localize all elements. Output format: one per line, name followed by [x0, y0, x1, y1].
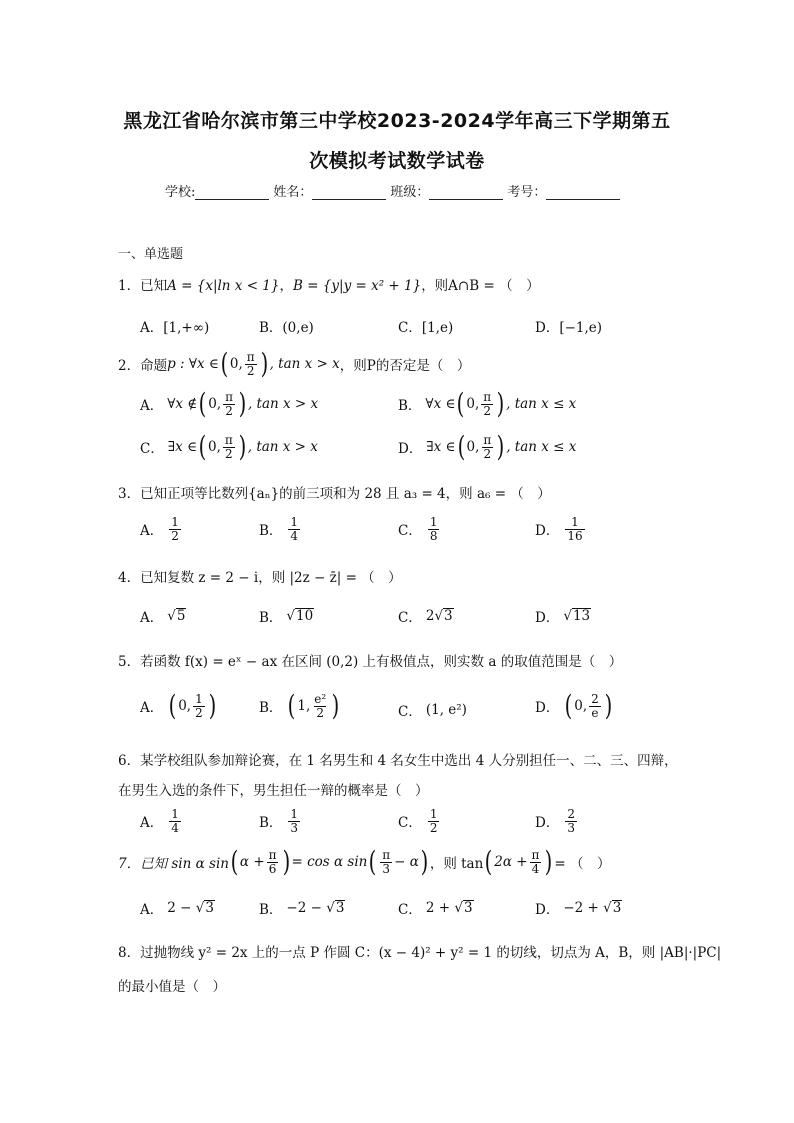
school-blank [195, 185, 269, 200]
q2-option-c [140, 430, 318, 463]
frac-den: 3 [290, 820, 299, 835]
question-7 [118, 845, 611, 878]
frac-num: 1 [429, 515, 438, 529]
option-condition: , tan x ≤ x [506, 439, 577, 455]
q7-arg2-post: − α [394, 854, 419, 870]
frac-den: 3 [382, 861, 391, 876]
frac-den: 2 [316, 705, 325, 720]
frac-num: 1 [171, 807, 179, 821]
question-8-line1: 8．过抛物线 y² = 2x 上的一点 P 作圆 C：(x − 4)² + y² = 1 的切线，切点为 A，B，则 |AB|·|PC| [118, 945, 722, 961]
question-1 [118, 274, 540, 294]
frac-num: 1 [290, 515, 299, 529]
open-paren: ( [484, 845, 493, 878]
exam-title-line1: 黑龙江省哈尔滨市第三中学校2023-2024学年高三下学期第五 [123, 110, 671, 132]
q4-option-d [535, 606, 591, 626]
radicand: 13 [572, 608, 591, 625]
frac-num: π [268, 847, 277, 862]
frac-den: 2 [429, 820, 438, 835]
q7-suffix: = （ ） [554, 856, 611, 872]
option-coef: 2 [425, 608, 435, 624]
q5-option-a [140, 689, 218, 722]
question-5: 5．若函数 f(x) = eˣ − ax 在区间 (0,2) 上有极值点，则实数 a 的取值范围是（ ） [118, 654, 623, 670]
class-blank [429, 185, 503, 200]
open-paren: ( [198, 387, 207, 420]
q5-option-d [535, 689, 614, 722]
pi-over-2-fraction [481, 434, 493, 460]
frac-den: 3 [567, 820, 575, 835]
option-pre: 0, [574, 698, 588, 714]
open-paren: ( [230, 845, 239, 878]
option-label: C． [140, 441, 164, 457]
option-label: B． [259, 815, 283, 832]
pi-over-3-fraction [380, 849, 392, 875]
frac-den: 16 [567, 528, 583, 543]
sqrt-symbol: √ 3 [434, 608, 453, 625]
option-label: D． [398, 441, 423, 457]
option-label: A． [140, 523, 164, 540]
option-label: D． [535, 700, 560, 716]
close-paren: ) [545, 845, 553, 878]
question-2 [118, 347, 471, 380]
q2-option-a [140, 387, 319, 420]
option-fraction [312, 693, 328, 719]
q2-p: p : ∀x ∈ [167, 356, 219, 372]
frac-den: 4 [531, 861, 540, 876]
exam-title-line2: 次模拟考试数学试卷 [309, 150, 485, 172]
open-paren: ( [368, 845, 377, 878]
q6-option-c [398, 808, 441, 834]
q1-option-c: C．[1,e) [398, 320, 454, 336]
q7-mid: = cos α sin [291, 854, 368, 870]
frac-num: π [382, 847, 391, 862]
frac-den: 2 [171, 528, 179, 543]
sqrt-symbol: √ 3 [195, 900, 214, 917]
question-6-line1: 6．某学校组队参加辩论赛，在 1 名男生和 4 名女生中选出 4 人分别担任一、二、三、四辩， [118, 753, 678, 769]
pi-over-6-fraction [267, 849, 279, 875]
option-fraction [169, 808, 181, 834]
sqrt-symbol: √ 3 [454, 900, 473, 917]
option-label: A． [140, 815, 164, 832]
option-fraction [589, 693, 601, 719]
radicand: 3 [463, 900, 473, 917]
q1-set-a: A = {x|ln x < 1} [167, 278, 280, 294]
q3-option-d [535, 516, 587, 542]
exam-no-blank [546, 185, 620, 200]
option-fraction [565, 808, 577, 834]
open-paren: ( [198, 430, 207, 463]
frac-num: π [483, 389, 492, 404]
q2-suffix: ，则P的否定是（ ） [339, 358, 471, 374]
q6-option-b [259, 808, 302, 834]
option-fraction [193, 693, 205, 719]
option-fraction [288, 516, 300, 542]
name-blank [312, 185, 386, 200]
q7-then: ，则 tan [429, 856, 484, 872]
pi-over-2-fraction [245, 351, 257, 377]
q3-option-c [398, 516, 441, 542]
frac-den: 2 [246, 363, 255, 378]
frac-num: 1 [429, 807, 438, 821]
option-zero: 0, [208, 396, 222, 412]
sqrt-symbol: √ 5 [167, 608, 186, 625]
q7-prefix: 7．已知 sin α sin [118, 856, 229, 872]
option-zero: 0, [466, 439, 480, 455]
sqrt-symbol: √ 10 [286, 608, 314, 625]
frac-num: 2 [591, 691, 599, 706]
question-8-line2: 的最小值是（ ） [118, 979, 226, 995]
radicand: 10 [296, 608, 314, 625]
frac-num: 1 [290, 807, 299, 821]
frac-den: e [591, 705, 599, 720]
close-paren: ) [282, 845, 290, 878]
q6-option-d [535, 808, 579, 834]
q1-prefix: 1．已知 [118, 278, 168, 294]
radicand: 3 [205, 900, 214, 917]
student-info-row [165, 181, 624, 200]
pi-over-4-fraction [530, 849, 542, 875]
option-condition: , tan x > x [247, 396, 319, 412]
option-condition: , tan x > x [247, 439, 318, 455]
option-label: C． [398, 610, 422, 626]
close-paren: ) [208, 689, 217, 722]
option-pre: 2 − [167, 900, 192, 916]
class-label: 班级： [390, 185, 430, 200]
pi-over-2-fraction [223, 391, 235, 417]
option-label: C． [398, 523, 422, 540]
q1-suffix: ，则A∩B = （ ） [421, 278, 540, 294]
radicand: 3 [335, 900, 345, 917]
option-zero: 0, [208, 439, 221, 455]
option-label: B． [259, 902, 283, 918]
radicand: 3 [612, 900, 622, 917]
frac-den: 2 [225, 403, 233, 418]
q2-prefix: 2．命题 [118, 358, 168, 374]
q2-option-b [398, 387, 577, 420]
open-paren: ( [168, 689, 177, 722]
frac-den: 4 [290, 528, 299, 543]
option-quantifier: ∀x ∉ [167, 396, 198, 412]
q2-option-d [398, 430, 577, 463]
option-quantifier: ∀x ∈ [425, 396, 456, 412]
exam-no-label: 考号： [507, 185, 547, 200]
frac-num: π [246, 349, 255, 364]
q2-cond: , tan x > x [269, 356, 340, 372]
option-zero: 0, [466, 396, 480, 412]
option-label: C． [398, 815, 422, 832]
frac-den: 2 [483, 403, 492, 418]
frac-den: 4 [171, 820, 179, 835]
sqrt-symbol: √ 3 [326, 900, 345, 917]
q2-zero: 0, [229, 356, 243, 372]
option-label: C． [398, 704, 422, 720]
option-pre: −2 − [286, 900, 322, 916]
q4-option-b [259, 606, 314, 626]
close-paren: ) [238, 430, 247, 463]
close-paren: ) [420, 845, 429, 878]
q5-option-c [398, 700, 467, 720]
q1-option-a: A．[1,+∞) [140, 320, 210, 336]
option-label: B． [259, 700, 283, 716]
option-pre: 2 + [425, 900, 451, 916]
option-fraction [565, 516, 584, 542]
option-label: A． [140, 902, 164, 918]
option-label: D． [535, 902, 560, 918]
option-label: D． [535, 610, 560, 626]
close-paren: ) [331, 689, 340, 722]
frac-den: 2 [225, 446, 233, 461]
frac-num: π [225, 389, 234, 404]
frac-den: 6 [268, 861, 277, 876]
q5-option-b [259, 689, 341, 722]
frac-num: 2 [567, 807, 575, 821]
question-4: 4．已知复数 z = 2 − i，则 |2z − z̄| = （ ） [118, 570, 402, 586]
close-paren: ) [496, 430, 505, 463]
option-fraction [428, 808, 440, 834]
q3-option-b [259, 516, 302, 542]
radicand: 5 [176, 608, 186, 625]
q1-comma: ， [279, 278, 293, 294]
close-paren: ) [604, 689, 613, 722]
frac-den: 2 [483, 446, 492, 461]
frac-num: 1 [195, 691, 203, 706]
option-fraction [288, 808, 300, 834]
q7-option-a [140, 898, 215, 918]
pi-over-2-fraction [223, 434, 235, 460]
option-pre: 1, [297, 698, 311, 714]
option-label: A． [140, 610, 164, 626]
frac-num: π [531, 847, 540, 862]
q4-option-a [140, 606, 186, 626]
option-fraction [169, 516, 181, 542]
sqrt-symbol: √ 13 [563, 608, 591, 625]
q7-option-d [535, 898, 622, 918]
section-heading: 一、单选题 [118, 247, 184, 262]
frac-den: 8 [429, 528, 438, 543]
option-label: A． [140, 398, 164, 414]
frac-num: 1 [171, 515, 179, 529]
radicand: 3 [444, 608, 453, 625]
option-text: (1, e²) [425, 702, 467, 718]
q1-set-b: B = {y|y = x² + 1} [292, 278, 422, 294]
option-label: D． [535, 523, 560, 540]
sqrt-symbol: √ 3 [603, 900, 622, 917]
frac-den: 2 [195, 705, 203, 720]
option-pre: −2 + [563, 900, 599, 916]
name-label: 姓名： [273, 185, 313, 200]
close-paren: ) [260, 347, 268, 380]
q4-option-c [398, 606, 454, 626]
option-quantifier: ∃x ∈ [167, 439, 198, 455]
q6-option-a [140, 808, 183, 834]
option-fraction [428, 516, 440, 542]
question-3: 3．已知正项等比数列{aₙ}的前三项和为 28 且 a₃ = 4，则 a₆ = （ ） [118, 486, 551, 502]
q7-option-b [259, 898, 345, 918]
option-label: A． [140, 700, 164, 716]
frac-num: e² [314, 691, 327, 706]
pi-over-2-fraction [481, 391, 493, 417]
close-paren: ) [238, 387, 247, 420]
q1-option-d: D．[−1,e) [535, 320, 603, 336]
school-label: 学校: [165, 185, 196, 200]
option-label: B． [398, 398, 422, 414]
open-paren: ( [564, 689, 573, 722]
q7-option-c [398, 898, 474, 918]
option-label: B． [259, 610, 283, 626]
frac-num: π [224, 432, 233, 447]
option-condition: , tan x ≤ x [506, 396, 577, 412]
close-paren: ) [496, 387, 505, 420]
q3-option-a [140, 516, 183, 542]
open-paren: ( [288, 689, 296, 722]
q1-option-b: B．(0,e) [259, 320, 314, 336]
q7-arg3-pre: 2α + [494, 854, 528, 870]
option-label: D． [535, 815, 560, 832]
frac-num: 1 [571, 515, 579, 529]
option-quantifier: ∃x ∈ [426, 439, 456, 455]
open-paren: ( [457, 430, 465, 463]
q7-arg1-pre: α + [239, 854, 265, 870]
open-paren: ( [220, 347, 229, 380]
option-pre: 0, [178, 698, 192, 714]
question-6-line2: 在男生入选的条件下，男生担任一辩的概率是（ ） [118, 783, 429, 799]
open-paren: ( [457, 387, 465, 420]
option-label: C． [398, 902, 422, 918]
option-label: B． [259, 523, 283, 540]
frac-num: π [483, 432, 492, 447]
